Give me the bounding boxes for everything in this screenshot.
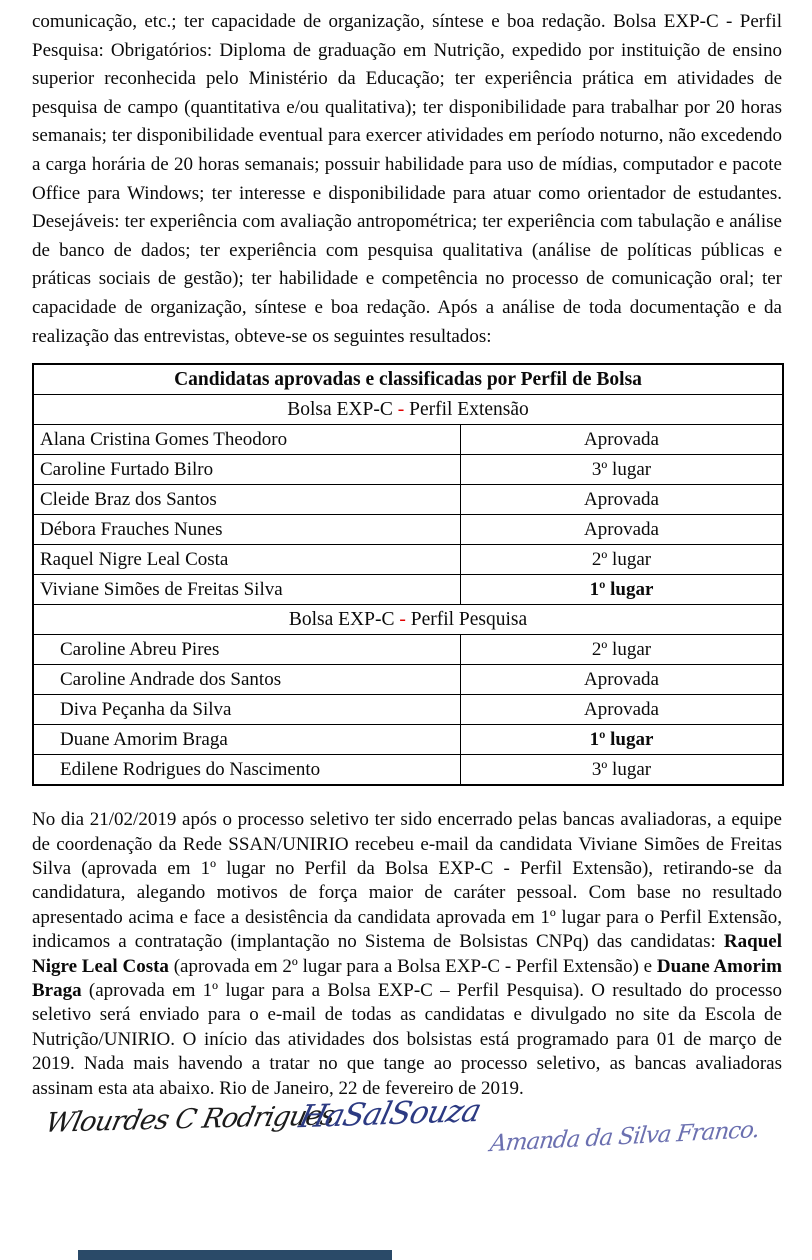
candidate-name-cell: Raquel Nigre Leal Costa xyxy=(33,545,461,575)
candidate-name-cell: Caroline Furtado Bilro xyxy=(33,455,461,485)
table-row xyxy=(33,575,783,605)
candidate-name-cell: Alana Cristina Gomes Theodoro xyxy=(33,425,461,455)
candidate-name-cell: Cleide Braz dos Santos xyxy=(33,485,461,515)
highlighted-name: Duane Amorim Braga xyxy=(32,955,783,1001)
table-row xyxy=(33,425,783,455)
text-segment: (aprovada em 2º lugar para a Bolsa EXP-C - Perfil Extensão) e xyxy=(168,955,657,977)
table-row xyxy=(33,364,783,395)
table-row xyxy=(33,695,783,725)
result-cell: 1º lugar xyxy=(461,725,784,755)
result-cell: Aprovada xyxy=(461,425,784,455)
text-segment: (aprovada em 1º lugar para a Bolsa EXP-C – Perfil Pesquisa). O resultado do processo seletivo será enviado para o e-mail de todas as candidatas e divulgado no site da Escola de Nutrição/UNIRIO. O início das atividades dos bolsistas está programado para 01 de março de 2019. Nada mais havendo a tratar no que tange ao processo seletivo, as bancas avaliadoras assinam esta ata abaixo. Rio de Janeiro, 22 de fevereiro de 2019. xyxy=(32,979,782,1099)
section-red-dash: - xyxy=(399,609,406,631)
signature-3: Amanda da Silva Franco. xyxy=(488,1116,761,1158)
section-header-text: Bolsa EXP-C xyxy=(288,609,400,631)
text-segment: No dia 21/02/2019 após o processo seletivo ter sido encerrado pelas bancas avaliadoras, a equipe de coordenação da Rede SSAN/UNIRIO recebeu e-mail da candidata Viviane Simões de Freitas Silva (aprovada em 1º lugar no Perfil da Bolsa EXP-C - Perfil Extensão), retirando-se da candidatura, alegando motivos de força maior de caráter pessoal. Com base no resultado apresentado acima e face a desistência da candidata aprovada em 1º lugar para o Perfil Extensão, indicamos a contratação (implantação no Sistema de Bolsistas CNPq) das candidatas: xyxy=(32,809,782,953)
table-row xyxy=(33,395,783,425)
result-cell: Aprovada xyxy=(461,515,784,545)
table-row xyxy=(33,755,783,786)
candidate-name-cell: Diva Peçanha da Silva xyxy=(33,695,461,725)
paragraph-1: comunicação, etc.; ter capacidade de organização, síntese e boa redação. Bolsa EXP-C - Perfil Pesquisa: Obrigatórios: Diploma de graduação em Nutrição, expedido por instituição de ensino superior reconhecida pelo Ministério da Educação; ter experiência prática em atividades de pesquisa de campo (quantitativa e/ou qualitativa); ter disponibilidade para trabalhar por 20 horas semanais; ter disponibilidade eventual para exercer atividades em período noturno, não excedendo a carga horária de 20 horas semanais; possuir habilidade para uso de mídias, computador e pacote Office para Windows; ter interesse e disponibilidade para atuar como orientador de estudantes. Desejáveis: ter experiência com avaliação antropométrica; ter experiência com tabulação e análise de banco de dados; ter experiência com pesquisa qualitativa (análise de políticas públicas e práticas sociais de gestão); ter habilidade e competência no processo de comunicação oral; ter capacidade de organização, síntese e boa redação. Após a análise de toda documentação e da realização das entrevistas, obteve-se os seguintes resultados: xyxy=(32,11,782,347)
table-title: Candidatas aprovadas e classificadas por Perfil de Bolsa xyxy=(33,364,783,395)
result-cell: 2º lugar xyxy=(461,635,784,665)
table-row xyxy=(33,605,783,635)
bottom-bar xyxy=(78,1250,392,1260)
result-cell: 3º lugar xyxy=(461,455,784,485)
signature-1: Wlourdes C Rodrigues xyxy=(42,1100,338,1139)
candidate-name-cell: Caroline Abreu Pires xyxy=(33,635,461,665)
result-cell: Aprovada xyxy=(461,665,784,695)
section-header-2 xyxy=(33,605,783,635)
table-row xyxy=(33,665,783,695)
results-table-body xyxy=(33,364,783,785)
result-cell: Aprovada xyxy=(461,485,784,515)
table-row xyxy=(33,455,783,485)
result-cell: 3º lugar xyxy=(461,755,784,786)
candidate-name-cell: Caroline Andrade dos Santos xyxy=(33,665,461,695)
table-row xyxy=(33,485,783,515)
candidate-name-cell: Edilene Rodrigues do Nascimento xyxy=(33,755,461,786)
result-cell: 1º lugar xyxy=(461,575,784,605)
section-red-dash: - xyxy=(397,399,405,421)
section-header-text: Perfil Pesquisa xyxy=(405,609,528,631)
result-cell: Aprovada xyxy=(461,695,784,725)
paragraph-2 xyxy=(32,808,782,1101)
candidate-name-cell: Duane Amorim Braga xyxy=(33,725,461,755)
highlighted-name: Raquel Nigre Leal Costa xyxy=(32,931,782,977)
table-row xyxy=(33,545,783,575)
table-row xyxy=(33,725,783,755)
candidate-name-cell: Débora Frauches Nunes xyxy=(33,515,461,545)
section-header-1 xyxy=(33,395,783,425)
table-row xyxy=(33,515,783,545)
candidate-name-cell: Viviane Simões de Freitas Silva xyxy=(33,575,461,605)
table-row xyxy=(33,635,783,665)
section-header-text: Bolsa EXP-C xyxy=(287,399,398,421)
results-table xyxy=(32,363,784,786)
result-cell: 2º lugar xyxy=(461,545,784,575)
section-header-text: Perfil Extensão xyxy=(404,399,529,421)
signature-2: HaSalSouza xyxy=(295,1092,485,1136)
